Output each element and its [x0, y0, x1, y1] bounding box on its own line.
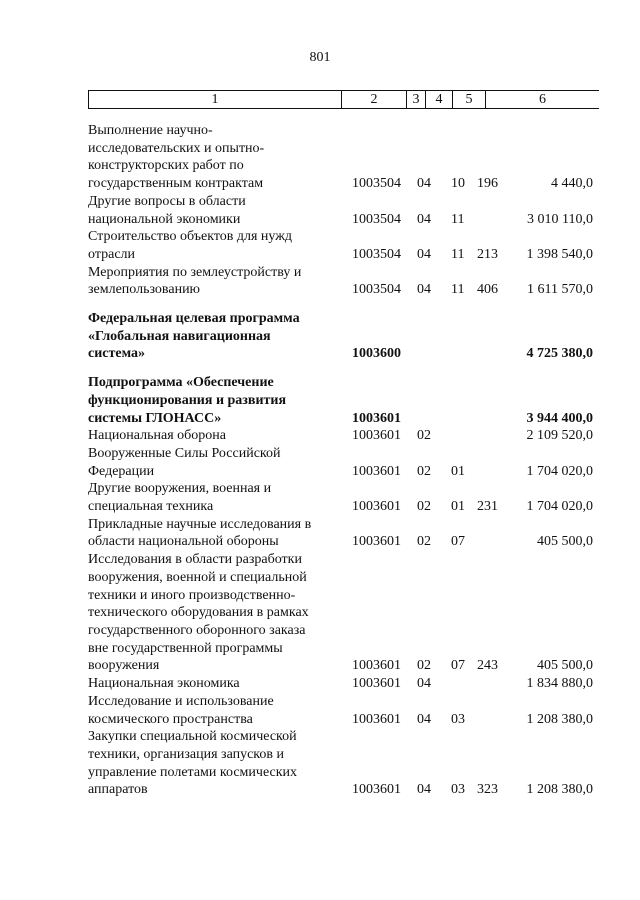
- row-amount: 1 704 020,0: [526, 463, 593, 479]
- row-name-line: государственным контрактам: [88, 176, 264, 192]
- row-name: [88, 310, 340, 363]
- row-name: [88, 374, 340, 427]
- row-amount: 1 208 380,0: [526, 711, 593, 727]
- row-code: 1003601: [352, 782, 401, 798]
- row-name: [88, 693, 340, 728]
- row-name: [88, 728, 340, 799]
- row-name-line: Другие вооружения, военная и: [88, 481, 272, 497]
- row-name-line: система»: [88, 346, 146, 362]
- row-name-line: космического пространства: [88, 711, 253, 727]
- row-name: [88, 551, 340, 675]
- row-name-line: государственного оборонного заказа: [88, 622, 306, 638]
- column-header-5: 5: [453, 91, 486, 109]
- row-name-line: функционирования и развития: [88, 392, 287, 408]
- row-amount: 2 109 520,0: [526, 428, 593, 444]
- row-section: 04: [417, 711, 431, 727]
- row-subsection: 11: [451, 211, 465, 227]
- row-name: [88, 122, 340, 193]
- column-header-1: 1: [89, 91, 342, 109]
- row-name-line: техники, организация запусков и: [88, 746, 284, 762]
- table-row: [88, 445, 618, 480]
- row-code: 1003601: [352, 711, 401, 727]
- row-name-line: Национальная оборона: [88, 428, 226, 444]
- row-subsection: 03: [451, 711, 465, 727]
- row-name: [88, 264, 340, 299]
- row-name: [88, 480, 340, 515]
- row-subsection: 03: [451, 782, 465, 798]
- row-section: 04: [417, 282, 431, 298]
- table-row: [88, 516, 618, 551]
- row-name: [88, 427, 340, 445]
- row-subsection: 01: [451, 499, 465, 515]
- column-header-4: 4: [426, 91, 453, 109]
- row-section: 02: [417, 534, 431, 550]
- row-expense-type: 243: [477, 658, 498, 674]
- row-code: 1003601: [352, 676, 401, 692]
- row-name-line: Подпрограмма «Обеспечение: [88, 375, 274, 391]
- row-amount: 3 944 400,0: [526, 410, 593, 426]
- row-expense-type: 323: [477, 782, 498, 798]
- table-row: [88, 228, 618, 263]
- row-code: 1003504: [352, 176, 401, 192]
- row-amount: 4 440,0: [551, 176, 593, 192]
- row-name-line: Исследования в области разработки: [88, 552, 302, 568]
- row-code: 1003601: [352, 658, 401, 674]
- row-amount: 4 725 380,0: [526, 346, 593, 362]
- row-section: 04: [417, 782, 431, 798]
- row-name-line: «Глобальная навигационная: [88, 328, 271, 344]
- row-name-line: системы ГЛОНАСС»: [88, 410, 222, 426]
- row-name: [88, 516, 340, 551]
- row-name: [88, 445, 340, 480]
- row-name: [88, 193, 340, 228]
- row-expense-type: 213: [477, 246, 498, 262]
- row-name-line: Строительство объектов для нужд: [88, 229, 293, 245]
- row-name-line: Национальная экономика: [88, 676, 240, 692]
- row-name-line: вооружения, военной и специальной: [88, 569, 307, 585]
- row-expense-type: 196: [477, 176, 498, 192]
- row-name-line: Мероприятия по землеустройству и: [88, 264, 302, 280]
- column-header-row: [89, 91, 600, 109]
- table-row: [88, 728, 618, 799]
- row-code: 1003601: [352, 463, 401, 479]
- row-name-line: Закупки специальной космической: [88, 729, 297, 745]
- table-row: [88, 193, 618, 228]
- row-name-line: области национальной обороны: [88, 534, 279, 550]
- row-name-line: технического оборудования в рамках: [88, 605, 309, 621]
- row-name-line: землепользованию: [88, 282, 201, 298]
- row-subsection: 07: [451, 658, 465, 674]
- row-section: 04: [417, 176, 431, 192]
- row-name-line: исследовательских и опытно-: [88, 140, 265, 156]
- row-name-line: конструкторских работ по: [88, 158, 244, 174]
- row-section: 04: [417, 211, 431, 227]
- row-code: 1003504: [352, 211, 401, 227]
- table-row: [88, 122, 618, 193]
- row-amount: 1 398 540,0: [526, 246, 593, 262]
- row-code: 1003601: [352, 428, 401, 444]
- table-row: [88, 693, 618, 728]
- row-name-line: Федерации: [88, 463, 155, 479]
- row-name: [88, 675, 340, 693]
- column-header-table: [88, 90, 599, 109]
- row-code: 1003601: [352, 410, 401, 426]
- row-name-line: Исследование и использование: [88, 693, 274, 709]
- row-section: 04: [417, 246, 431, 262]
- page-number: 801: [309, 50, 331, 65]
- row-expense-type: 231: [477, 499, 498, 515]
- table-row: [88, 675, 618, 693]
- row-code: 1003504: [352, 282, 401, 298]
- row-subsection: 07: [451, 534, 465, 550]
- column-header-6: 6: [486, 91, 600, 109]
- row-name-line: управление полетами космических: [88, 764, 298, 780]
- row-name-line: аппаратов: [88, 782, 148, 798]
- row-amount: 1 208 380,0: [526, 782, 593, 798]
- row-code: 1003600: [352, 346, 401, 362]
- row-amount: 405 500,0: [537, 658, 593, 674]
- row-name-line: национальной экономики: [88, 211, 241, 227]
- row-name-line: отрасли: [88, 246, 136, 262]
- row-name-line: Прикладные научные исследования в: [88, 516, 312, 532]
- row-name-line: техники и иного производственно-: [88, 587, 296, 603]
- row-code: 1003601: [352, 534, 401, 550]
- table-row: [88, 374, 618, 427]
- row-section: 02: [417, 463, 431, 479]
- table-row: [88, 427, 618, 445]
- row-subsection: 11: [451, 246, 465, 262]
- row-section: 02: [417, 428, 431, 444]
- row-amount: 3 010 110,0: [527, 211, 593, 227]
- row-subsection: 01: [451, 463, 465, 479]
- row-name: [88, 228, 340, 263]
- column-header-3: 3: [407, 91, 426, 109]
- table-row: [88, 264, 618, 299]
- table-row: [88, 310, 618, 363]
- budget-table-body: [88, 122, 618, 799]
- row-amount: 405 500,0: [537, 534, 593, 550]
- row-section: 02: [417, 499, 431, 515]
- row-name-line: специальная техника: [88, 499, 214, 515]
- row-amount: 1 611 570,0: [527, 282, 593, 298]
- column-header-2: 2: [342, 91, 407, 109]
- row-code: 1003504: [352, 246, 401, 262]
- row-amount: 1 704 020,0: [526, 499, 593, 515]
- row-section: 02: [417, 658, 431, 674]
- row-section: 04: [417, 676, 431, 692]
- row-subsection: 10: [451, 176, 465, 192]
- row-name-line: Федеральная целевая программа: [88, 311, 300, 327]
- row-name-line: Выполнение научно-: [88, 123, 213, 138]
- row-name-line: Другие вопросы в области: [88, 193, 246, 209]
- row-subsection: 11: [451, 282, 465, 298]
- row-code: 1003601: [352, 499, 401, 515]
- row-name-line: вооружения: [88, 658, 160, 674]
- table-row: [88, 551, 618, 675]
- row-expense-type: 406: [477, 282, 498, 298]
- row-name-line: вне государственной программы: [88, 640, 283, 656]
- table-row: [88, 480, 618, 515]
- row-amount: 1 834 880,0: [526, 676, 593, 692]
- row-name-line: Вооруженные Силы Российской: [88, 445, 281, 461]
